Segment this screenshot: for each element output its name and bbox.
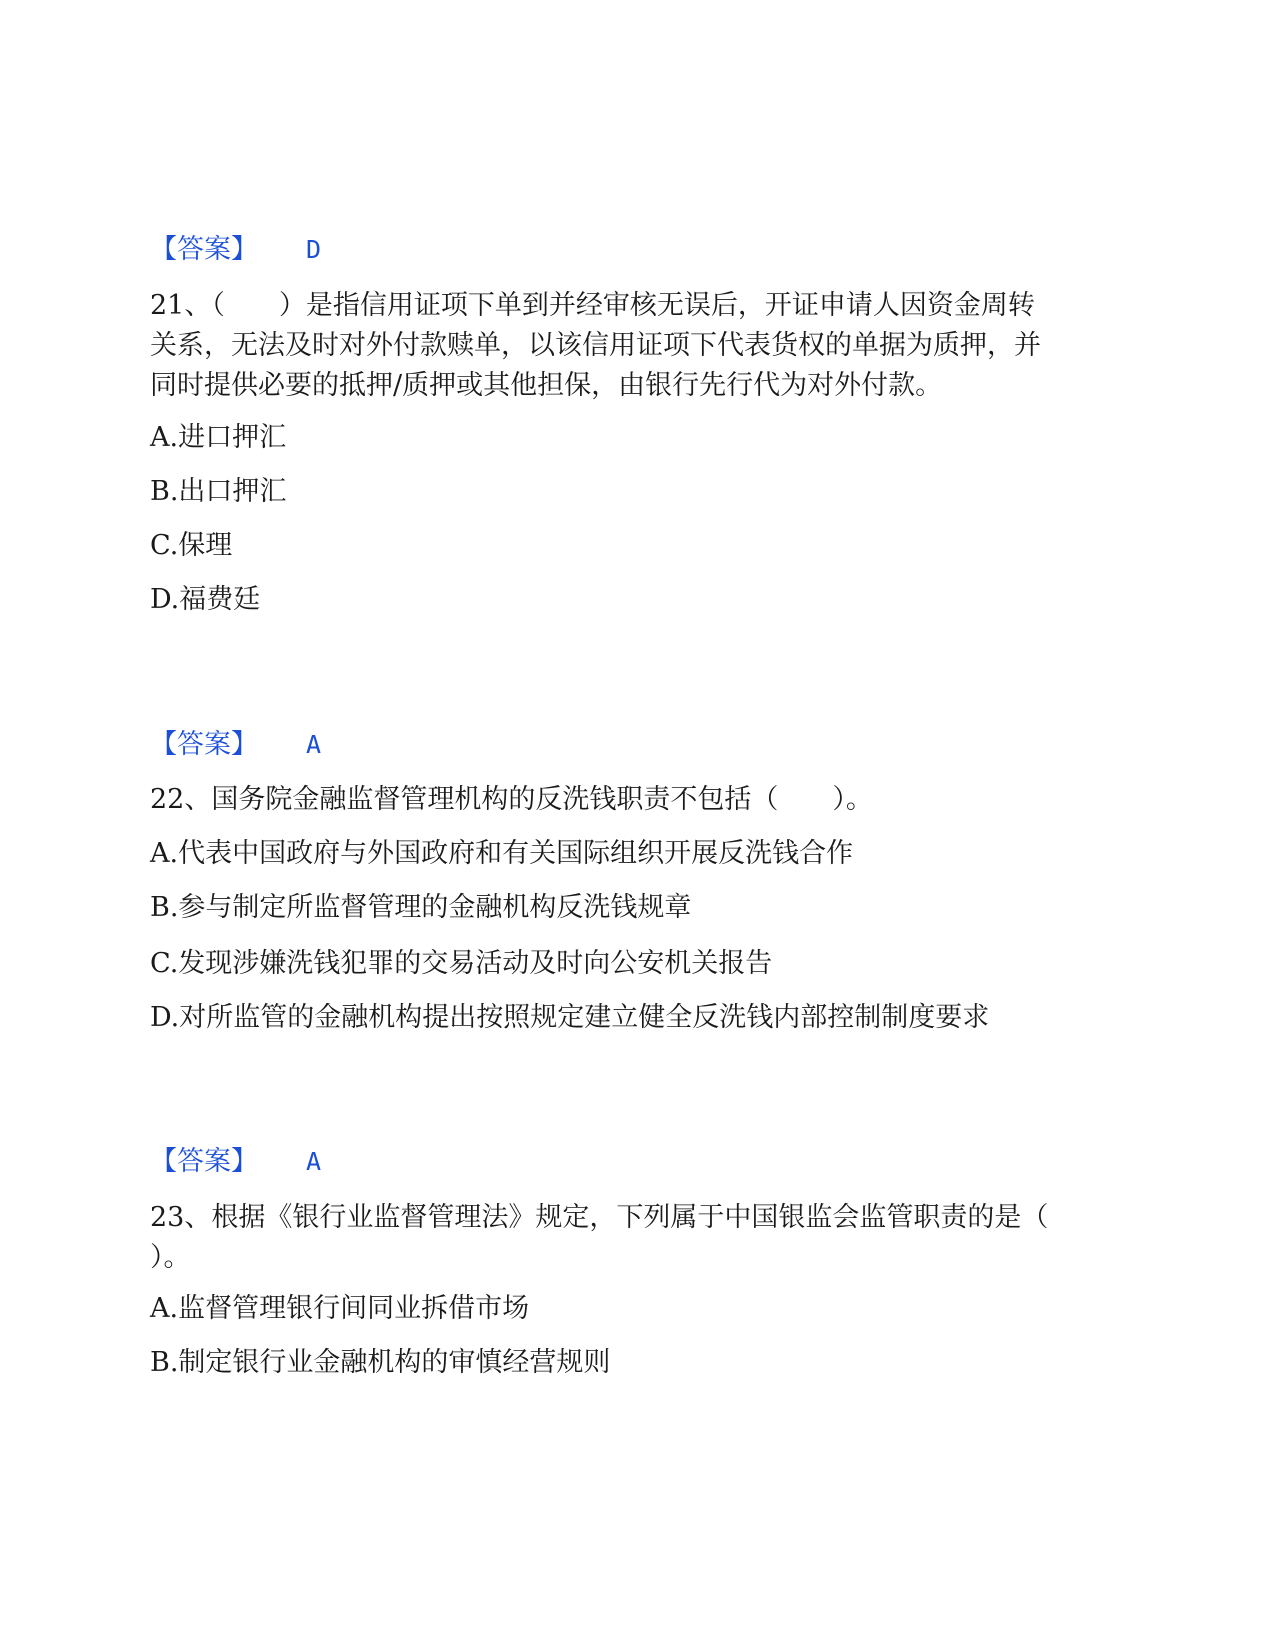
question-22-text (150, 780, 1110, 820)
question-23-option-b: B.制定银行业金融机构的审慎经营规则 (150, 1347, 611, 1378)
question-line: 23、根据《银行业监督管理法》规定，下列属于中国银监会监管职责的是（ (150, 1202, 1049, 1233)
answer-value: A (306, 1147, 322, 1176)
question-21-option-a: A.进口押汇 (150, 422, 287, 453)
answer-label: 【答案】 (150, 729, 258, 760)
question-22-option-d: D.对所监管的金融机构提出按照规定建立健全反洗钱内部控制制度要求 (150, 1002, 990, 1033)
answer-value: A (306, 730, 322, 759)
question-21-text (150, 286, 1110, 406)
answer-row-22 (150, 1144, 322, 1180)
question-line: 关系，无法及时对外付款赎单，以该信用证项下代表货权的单据为质押，并 (150, 330, 1041, 361)
question-22-option-b: B.参与制定所监督管理的金融机构反洗钱规章 (150, 892, 692, 923)
question-line: ）。 (150, 1242, 191, 1273)
answer-value: D (306, 235, 322, 264)
question-line: 同时提供必要的抵押/质押或其他担保，由银行先行代为对外付款。 (150, 370, 943, 401)
question-22-option-a: A.代表中国政府与外国政府和有关国际组织开展反洗钱合作 (150, 838, 854, 869)
question-21-option-d: D.福费廷 (150, 584, 261, 615)
question-22-option-c: C.发现涉嫌洗钱犯罪的交易活动及时向公安机关报告 (150, 948, 773, 979)
answer-row-20 (150, 232, 322, 268)
question-line: 21、（ ）是指信用证项下单到并经审核无误后，开证申请人因资金周转 (150, 290, 1035, 321)
question-line: 22、国务院金融监督管理机构的反洗钱职责不包括（ ）。 (150, 784, 873, 815)
answer-label: 【答案】 (150, 1146, 258, 1177)
question-21-option-b: B.出口押汇 (150, 476, 287, 507)
question-23-option-a: A.监督管理银行间同业拆借市场 (150, 1293, 530, 1324)
answer-label: 【答案】 (150, 234, 258, 265)
answer-row-21 (150, 727, 322, 763)
question-21-option-c: C.保理 (150, 530, 233, 561)
question-23-text (150, 1198, 1110, 1278)
